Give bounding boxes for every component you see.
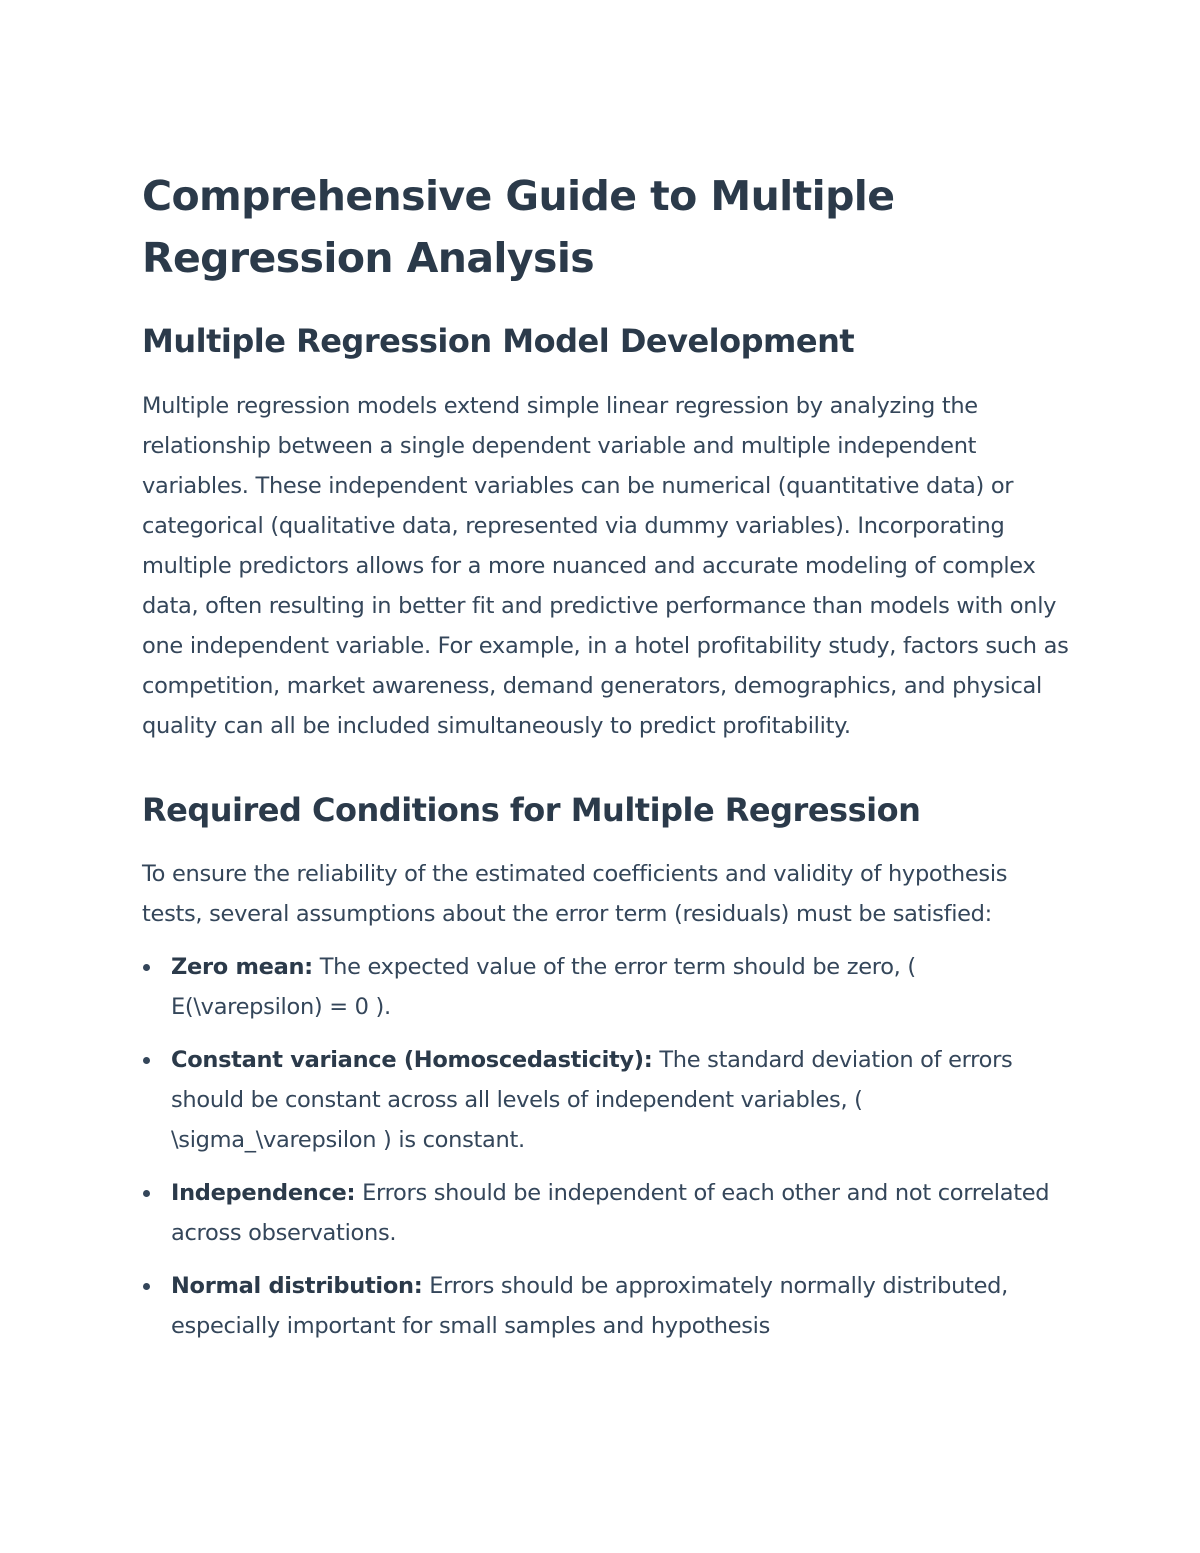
list-item: [142, 1040, 1072, 1160]
list-item: [142, 947, 1072, 1027]
list-item: [142, 1266, 1072, 1346]
document-page: [142, 165, 1072, 1359]
list-item-text: The standard deviation of errors should be constant across all levels of independent variables, ( \sigma_\varepsilon ) is constant.: [171, 1047, 1013, 1153]
list-item-term: Zero mean:: [171, 954, 313, 980]
bullet-icon: [143, 1283, 150, 1290]
list-item-term: Constant variance (Homoscedasticity):: [171, 1047, 653, 1073]
section-heading-model-development: Multiple Regression Model Development: [142, 322, 855, 360]
required-conditions-paragraph: To ensure the reliability of the estimated coefficients and validity of hypothesis tests, several assumptions about the error term (residuals) must be satisfied:: [142, 861, 1008, 927]
bullet-icon: [143, 1057, 150, 1064]
list-item-text: The expected value of the error term should be zero, ( E(\varepsilon) = 0 ).: [171, 954, 916, 1020]
list-item-term: Normal distribution:: [171, 1273, 423, 1299]
list-item-term: Independence:: [171, 1180, 356, 1206]
list-item-text: Errors should be independent of each other and not correlated across observations.: [171, 1180, 1050, 1246]
list-item: [142, 1173, 1072, 1253]
list-item-text: Errors should be approximately normally distributed, especially important for small samples and hypothesis: [171, 1273, 1008, 1339]
document-title: Comprehensive Guide to Multiple Regression Analysis: [142, 172, 895, 282]
section-heading-required-conditions: Required Conditions for Multiple Regression: [142, 791, 921, 829]
conditions-list: [142, 947, 1072, 1346]
bullet-icon: [143, 964, 150, 971]
bullet-icon: [143, 1190, 150, 1197]
model-development-paragraph: Multiple regression models extend simple linear regression by analyzing the relationship between a single dependent variable and multiple independent variables. These independent variables can be numerical (quantitative data) or categorical (qualitative data, represented via dummy variables). Incorporating multiple predictors allows for a more nuanced and accurate modeling of complex data, often resulting in better fit and predictive performance than models with only one independent variable. For example, in a hotel profitability study, factors such as competition, market awareness, demand generators, demographics, and physical quality can all be included simultaneously to predict profitability.: [142, 393, 1069, 739]
